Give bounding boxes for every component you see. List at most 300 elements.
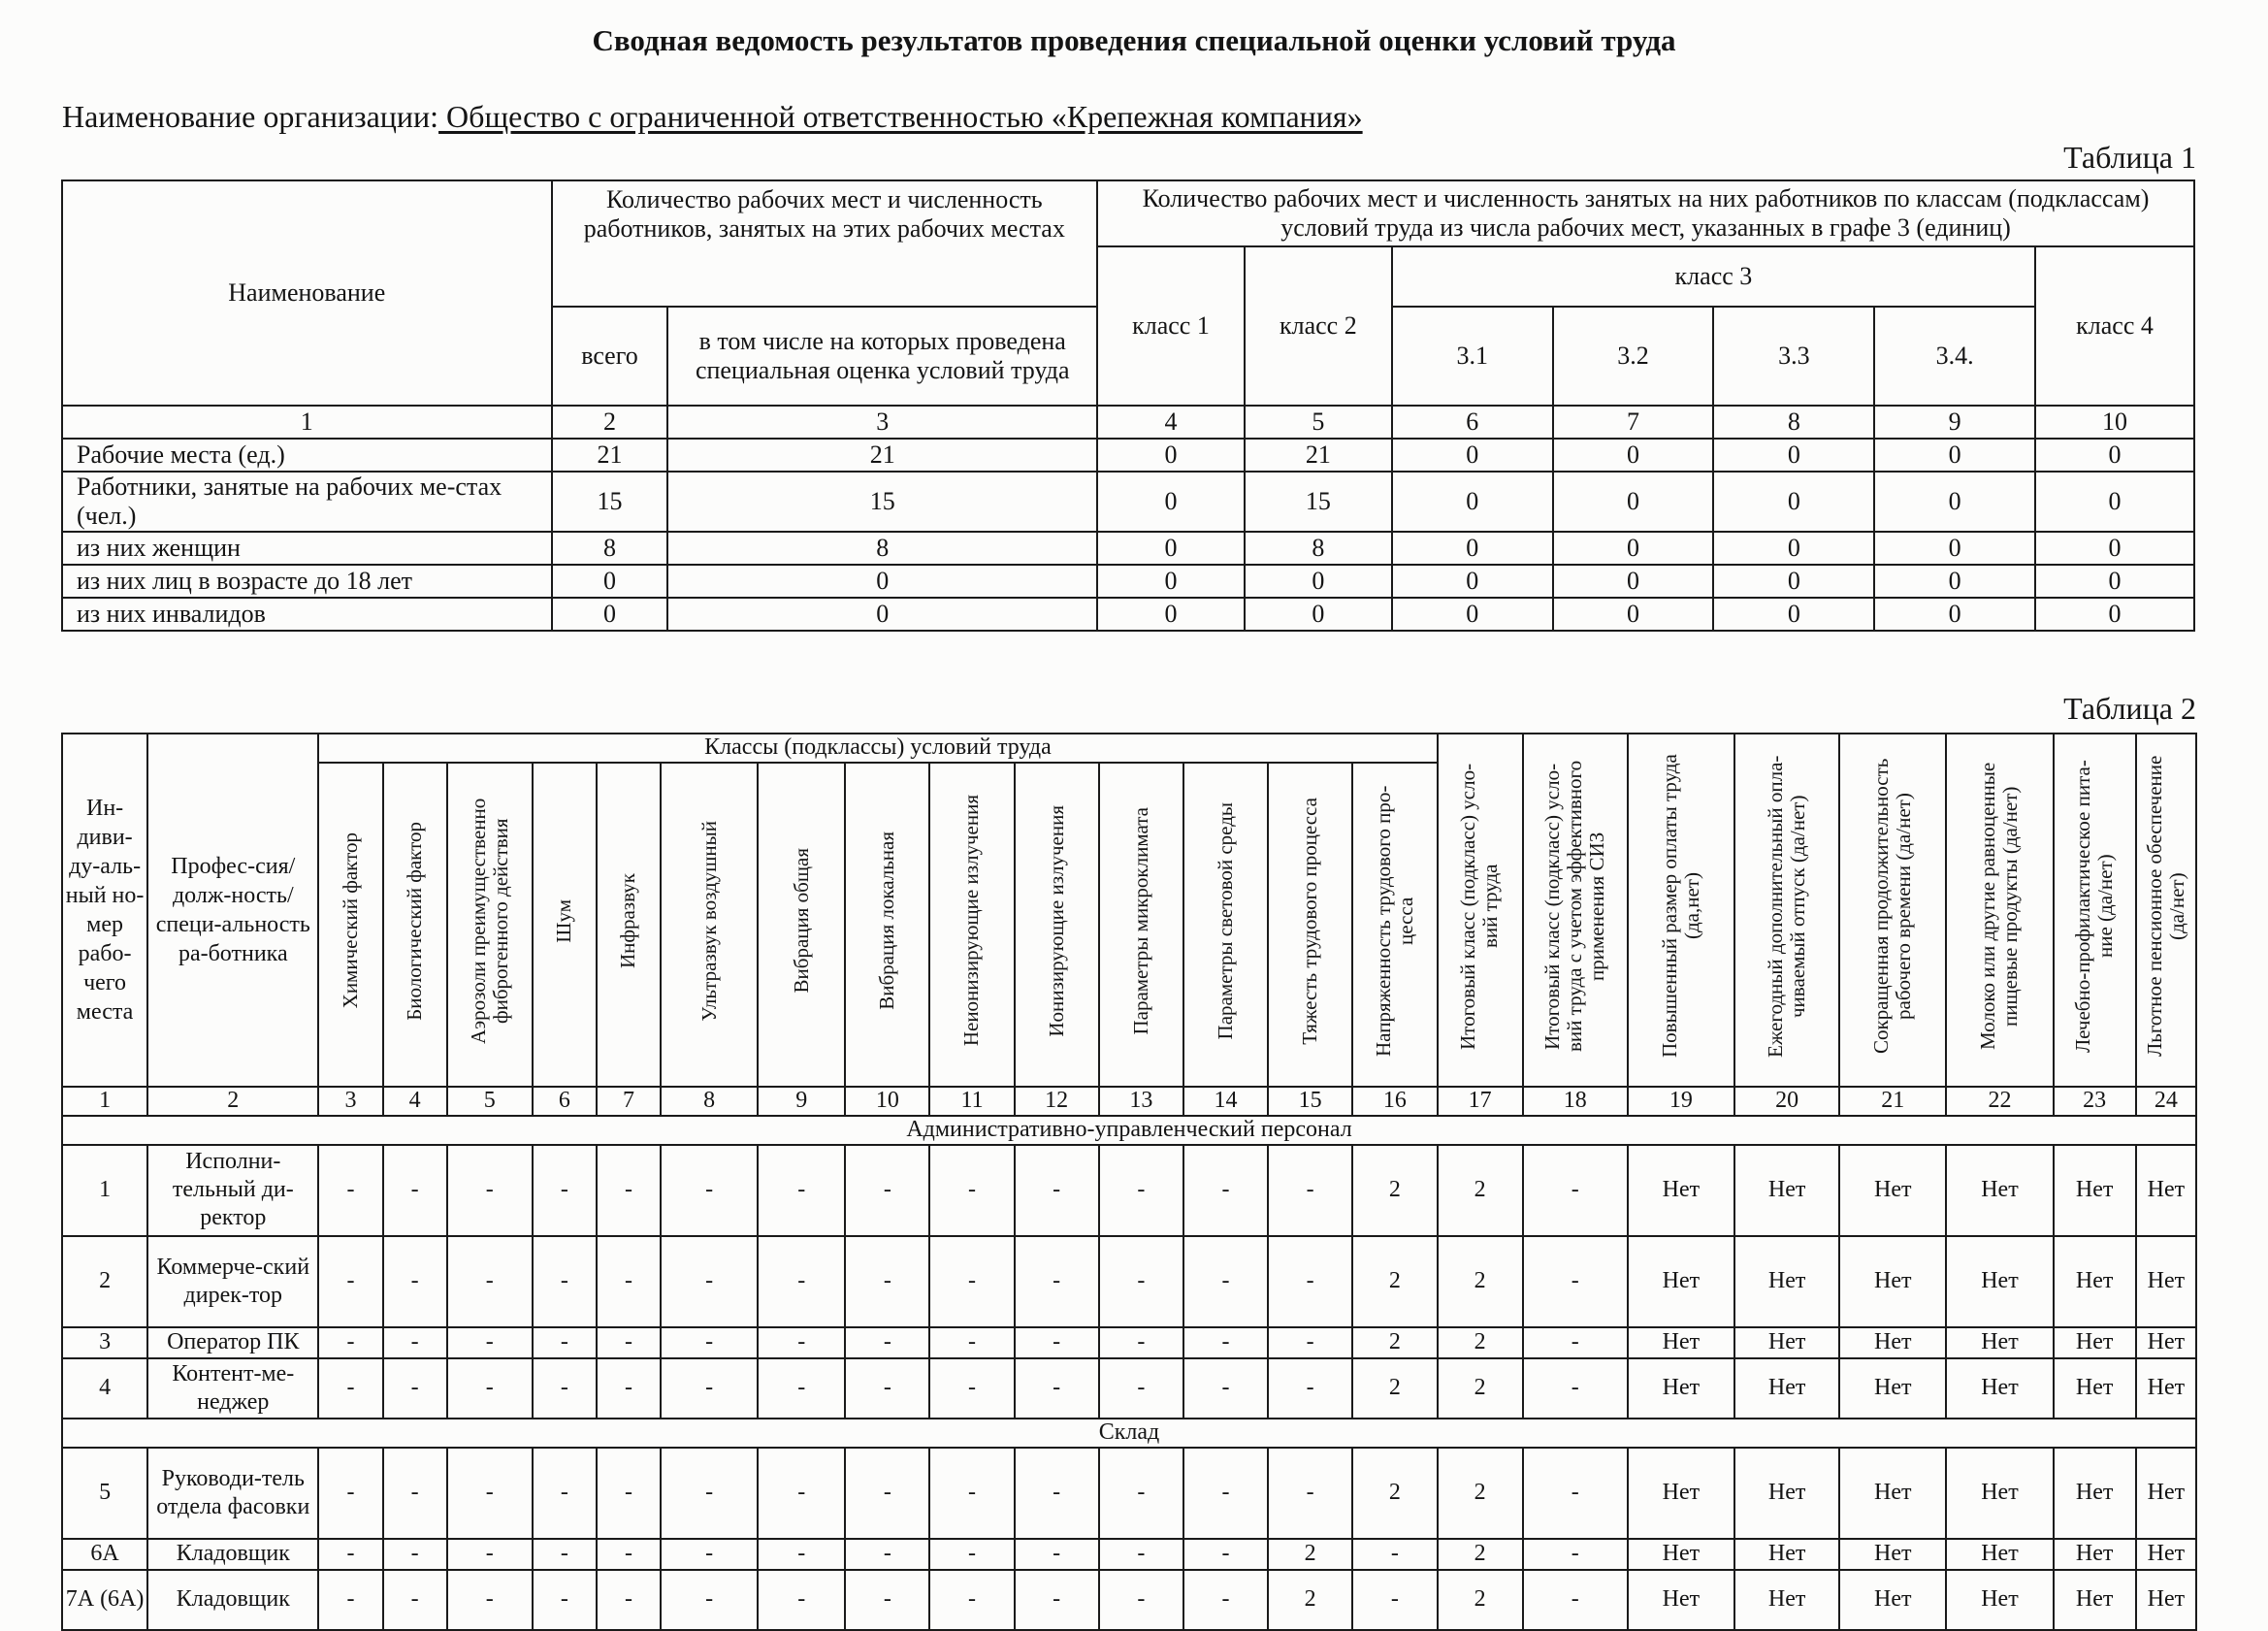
t2-header-prof: Профес-сия/долж-ность/специ-альность ра-ботника <box>147 734 318 1087</box>
t2-vheader <box>758 763 845 1087</box>
t2-col-number: 11 <box>929 1087 1014 1116</box>
t2-cell: - <box>383 1358 447 1419</box>
t2-col-number: 2 <box>147 1087 318 1116</box>
t1-col-number: 1 <box>62 406 552 439</box>
t1-cell: 0 <box>1553 598 1714 631</box>
t2-cell: - <box>758 1327 845 1358</box>
t2-cell: - <box>758 1236 845 1327</box>
t2-cell: - <box>318 1539 382 1570</box>
t2-cell: 2 <box>1438 1358 1523 1419</box>
t2-vheader-text: Ультразвук воздушный <box>697 820 721 1022</box>
t2-vheader-text: Инфразвук <box>616 872 640 969</box>
t2-vheader-text: Вибрация локальная <box>875 832 899 1010</box>
t2-cell: 2 <box>1352 1236 1437 1327</box>
t1-header-count: Количество рабочих мест и численность работников, занятых на этих рабочих местах <box>552 180 1098 307</box>
t2-cell: - <box>1523 1145 1628 1236</box>
t1-cell: 0 <box>1245 598 1392 631</box>
t2-vheader-text: Параметры микроклимата <box>1128 806 1152 1035</box>
t2-cell: Нет <box>1628 1358 1734 1419</box>
t2-vheader-text: Аэрозоли преимущественно фиброгенного действия <box>466 798 512 1044</box>
t1-row-label: из них инвалидов <box>62 598 552 631</box>
t2-cell: - <box>1268 1358 1352 1419</box>
t1-col-number: 8 <box>1713 406 1874 439</box>
t2-cell: - <box>447 1327 533 1358</box>
section-row <box>62 1419 2196 1448</box>
t2-cell: - <box>383 1539 447 1570</box>
t2-cell: 2 <box>1352 1327 1437 1358</box>
t2-cell: - <box>661 1358 758 1419</box>
t2-cell: - <box>318 1236 382 1327</box>
t2-cell: - <box>1523 1570 1628 1630</box>
organization-line <box>62 99 1363 135</box>
t2-vheader-text: Лечебно-профилактическое пита-ние (да/нет) <box>2071 760 2118 1053</box>
t2-cell: - <box>533 1327 597 1358</box>
t2-cell: Нет <box>2136 1448 2196 1539</box>
t2-cell: Нет <box>2054 1539 2136 1570</box>
t2-header-num: Ин-диви-ду-аль-ный но-мер рабо-чего места <box>62 734 147 1087</box>
t2-cell: Нет <box>2136 1236 2196 1327</box>
t2-vheader-text: Неионизирующие излучения <box>959 795 984 1047</box>
t2-vheader <box>383 763 447 1087</box>
t2-cell: - <box>447 1570 533 1630</box>
t1-col-number: 6 <box>1392 406 1553 439</box>
t1-row-label: Работники, занятые на рабочих ме-стах (чел.) <box>62 472 552 532</box>
t1-cell: 0 <box>1392 439 1553 472</box>
t2-col-number: 24 <box>2136 1087 2196 1116</box>
t2-cell: - <box>383 1570 447 1630</box>
t2-cell: - <box>845 1358 929 1419</box>
t1-header-3-4: 3.4. <box>1874 307 2035 406</box>
t2-col-number: 7 <box>597 1087 661 1116</box>
t2-cell: - <box>1523 1448 1628 1539</box>
t2-vheader-text: Биологический фактор <box>403 821 427 1021</box>
t2-col-number: 22 <box>1946 1087 2053 1116</box>
t1-cell: 0 <box>552 598 668 631</box>
t2-vheader <box>1015 763 1099 1087</box>
t2-cell: Нет <box>2054 1236 2136 1327</box>
t2-vheader <box>318 763 382 1087</box>
t2-cell: - <box>597 1327 661 1358</box>
t1-header-3-2: 3.2 <box>1553 307 1714 406</box>
t2-col-number: 12 <box>1015 1087 1099 1116</box>
t2-cell: - <box>1099 1570 1183 1630</box>
t2-cell: - <box>383 1448 447 1539</box>
t1-col-number: 4 <box>1097 406 1245 439</box>
t2-vheader <box>1523 734 1628 1087</box>
t2-cell: - <box>845 1539 929 1570</box>
t2-cell: - <box>318 1145 382 1236</box>
t2-cell: - <box>1523 1327 1628 1358</box>
t2-cell: 2 <box>1438 1448 1523 1539</box>
t2-workplace-number: 2 <box>62 1236 147 1327</box>
t2-cell: Нет <box>1946 1236 2053 1327</box>
t2-cell: - <box>1183 1358 1268 1419</box>
t2-cell: - <box>1268 1327 1352 1358</box>
t2-col-number: 19 <box>1628 1087 1734 1116</box>
t2-cell: Нет <box>1946 1570 2053 1630</box>
t1-row-label: из них женщин <box>62 532 552 565</box>
t2-cell: - <box>1268 1145 1352 1236</box>
t2-vheader <box>597 763 661 1087</box>
t2-cell: - <box>1015 1358 1099 1419</box>
t2-row <box>62 1327 2196 1358</box>
t2-row <box>62 1570 2196 1630</box>
section-admin: Административно-управленческий персонал <box>62 1116 2196 1145</box>
t1-row <box>62 472 2194 532</box>
t2-vheader <box>1839 734 1946 1087</box>
t2-cell: - <box>1352 1539 1437 1570</box>
t1-cell: 0 <box>2035 565 2194 598</box>
t2-cell: Нет <box>1839 1145 1946 1236</box>
t2-vheader-text: Тяжесть трудового процесса <box>1298 797 1322 1045</box>
t1-col-number: 3 <box>667 406 1097 439</box>
t2-cell: - <box>929 1570 1014 1630</box>
t1-cell: 0 <box>1713 472 1874 532</box>
t2-cell: 2 <box>1438 1327 1523 1358</box>
t2-cell: Нет <box>2136 1358 2196 1419</box>
t1-header-assessed: в том числе на которых проведена специальная оценка условий труда <box>667 307 1097 406</box>
t2-vheader <box>1352 763 1437 1087</box>
t2-vheader-text: Ионизирующие излучения <box>1044 804 1068 1037</box>
t2-col-number: 5 <box>447 1087 533 1116</box>
t1-cell: 0 <box>1713 439 1874 472</box>
t2-vheader-text: Итоговый класс (подкласс) усло-вий труда <box>1456 763 1503 1050</box>
summary-table <box>61 179 2195 632</box>
t1-row <box>62 439 2194 472</box>
t2-workplace-number: 6А <box>62 1539 147 1570</box>
t2-vheader-text: Итоговый класс (подкласс) усло-вий труда с учетом эффективного применения СИЗ <box>1540 760 1609 1053</box>
t2-cell: - <box>845 1448 929 1539</box>
t2-vheader-text: Напряженность трудового про-цесса <box>1371 785 1417 1057</box>
t2-cell: - <box>1352 1570 1437 1630</box>
t2-cell: - <box>1099 1236 1183 1327</box>
t2-header-classes: Классы (подклассы) условий труда <box>318 734 1437 763</box>
t2-cell: 2 <box>1352 1145 1437 1236</box>
t2-vheader <box>1268 763 1352 1087</box>
t2-cell: Нет <box>1628 1539 1734 1570</box>
t2-col-number: 23 <box>2054 1087 2136 1116</box>
t1-cell: 0 <box>1097 439 1245 472</box>
t1-cell: 21 <box>1245 439 1392 472</box>
t1-cell: 15 <box>552 472 668 532</box>
t1-cell: 8 <box>667 532 1097 565</box>
t2-vheader-text: Льготное пенсионное обеспечение (да/нет) <box>2142 755 2188 1058</box>
t2-profession: Руководи-тель отдела фасовки <box>147 1448 318 1539</box>
t2-cell: Нет <box>1839 1448 1946 1539</box>
t2-vheader-text: Повышенный размер оплаты труда (да,нет) <box>1657 754 1703 1059</box>
t2-vheader <box>447 763 533 1087</box>
t1-cell: 0 <box>2035 439 2194 472</box>
t1-cell: 0 <box>1553 439 1714 472</box>
t2-col-number: 3 <box>318 1087 382 1116</box>
t2-cell: - <box>1099 1145 1183 1236</box>
t2-row <box>62 1358 2196 1419</box>
t1-cell: 21 <box>667 439 1097 472</box>
organization-label: Наименование организации: <box>62 99 439 134</box>
t2-cell: - <box>1015 1539 1099 1570</box>
t2-cell: - <box>845 1236 929 1327</box>
t2-workplace-number: 5 <box>62 1448 147 1539</box>
t2-vheader <box>533 763 597 1087</box>
t2-cell: - <box>1183 1145 1268 1236</box>
t2-cell: Нет <box>2054 1448 2136 1539</box>
t2-col-number: 15 <box>1268 1087 1352 1116</box>
t1-header-name: Наименование <box>62 180 552 406</box>
t2-cell: - <box>597 1448 661 1539</box>
t2-cell: 2 <box>1268 1539 1352 1570</box>
organization-name: Общество с ограниченной ответственностью «Крепежная компания» <box>438 99 1363 134</box>
t2-cell: - <box>597 1145 661 1236</box>
t2-cell: - <box>318 1448 382 1539</box>
t2-vheader <box>2136 734 2196 1087</box>
t2-cell: Нет <box>1734 1327 1839 1358</box>
t2-cell: - <box>597 1570 661 1630</box>
t2-col-number: 13 <box>1099 1087 1183 1116</box>
t2-cell: - <box>1183 1236 1268 1327</box>
t2-col-number: 17 <box>1438 1087 1523 1116</box>
t2-cell: - <box>929 1327 1014 1358</box>
t2-row <box>62 1145 2196 1236</box>
t2-cell: Нет <box>1734 1358 1839 1419</box>
t2-cell: Нет <box>1946 1539 2053 1570</box>
t2-vheader-text: Параметры световой среды <box>1213 801 1237 1040</box>
t2-cell: Нет <box>1734 1145 1839 1236</box>
t1-cell: 0 <box>1097 472 1245 532</box>
t2-cell: - <box>758 1145 845 1236</box>
t2-cell: - <box>1523 1358 1628 1419</box>
t2-vheader <box>1628 734 1734 1087</box>
t2-vheader <box>1099 763 1183 1087</box>
t2-workplace-number: 3 <box>62 1327 147 1358</box>
t2-cell: - <box>447 1448 533 1539</box>
t2-workplace-number: 7А (6А) <box>62 1570 147 1630</box>
t2-col-number: 20 <box>1734 1087 1839 1116</box>
t2-workplace-number: 4 <box>62 1358 147 1419</box>
t1-cell: 0 <box>667 598 1097 631</box>
t2-vheader <box>929 763 1014 1087</box>
t2-profession: Коммерче-ский дирек-тор <box>147 1236 318 1327</box>
t2-cell: - <box>533 1358 597 1419</box>
t1-cell: 0 <box>667 565 1097 598</box>
t1-header-class2: класс 2 <box>1245 246 1392 406</box>
t2-cell: Нет <box>2054 1358 2136 1419</box>
t2-cell: 2 <box>1438 1236 1523 1327</box>
t2-cell: - <box>318 1570 382 1630</box>
t2-cell: Нет <box>1839 1570 1946 1630</box>
t2-col-number: 21 <box>1839 1087 1946 1116</box>
t1-cell: 0 <box>1553 472 1714 532</box>
t1-cell: 8 <box>1245 532 1392 565</box>
t1-cell: 0 <box>1553 532 1714 565</box>
t2-cell: - <box>929 1236 1014 1327</box>
t1-col-number: 2 <box>552 406 668 439</box>
t2-cell: - <box>597 1539 661 1570</box>
t2-cell: Нет <box>2136 1145 2196 1236</box>
t2-col-number: 10 <box>845 1087 929 1116</box>
t2-cell: - <box>1015 1570 1099 1630</box>
t2-cell: - <box>1268 1236 1352 1327</box>
t1-header-classes: Количество рабочих мест и численность занятых на них работников по классам (подклассам) условий труда из числа рабочих мест, указанных в графе 3 (единиц) <box>1097 180 2194 246</box>
t2-cell: Нет <box>1946 1145 2053 1236</box>
t1-cell: 0 <box>2035 472 2194 532</box>
t2-cell: - <box>447 1539 533 1570</box>
t2-row <box>62 1539 2196 1570</box>
t1-cell: 0 <box>1553 565 1714 598</box>
t2-profession: Кладовщик <box>147 1570 318 1630</box>
t1-cell: 0 <box>1874 565 2035 598</box>
t2-cell: - <box>1015 1145 1099 1236</box>
t2-cell: - <box>1099 1539 1183 1570</box>
t2-cell: - <box>383 1145 447 1236</box>
t2-cell: - <box>1268 1448 1352 1539</box>
t2-cell: - <box>845 1327 929 1358</box>
t2-vheader-text: Ежегодный дополнительный опла-чиваемый отпуск (да/нет) <box>1764 755 1810 1058</box>
t2-cell: - <box>447 1145 533 1236</box>
t2-cell: - <box>1099 1358 1183 1419</box>
t2-profession: Кладовщик <box>147 1539 318 1570</box>
t1-header-3-1: 3.1 <box>1392 307 1553 406</box>
t2-cell: - <box>661 1570 758 1630</box>
t1-row <box>62 565 2194 598</box>
t2-cell: - <box>1015 1327 1099 1358</box>
t1-row-label: из них лиц в возрасте до 18 лет <box>62 565 552 598</box>
t2-profession: Оператор ПК <box>147 1327 318 1358</box>
t2-cell: - <box>929 1358 1014 1419</box>
t2-cell: - <box>1099 1327 1183 1358</box>
t2-cell: Нет <box>1839 1327 1946 1358</box>
t1-cell: 0 <box>1874 472 2035 532</box>
t1-cell: 15 <box>1245 472 1392 532</box>
t1-header-class3: класс 3 <box>1392 246 2035 307</box>
t2-cell: - <box>447 1236 533 1327</box>
t1-cell: 0 <box>2035 598 2194 631</box>
t2-cell: - <box>1015 1448 1099 1539</box>
t2-cell: Нет <box>1628 1448 1734 1539</box>
t2-cell: Нет <box>1946 1358 2053 1419</box>
t2-cell: - <box>1183 1327 1268 1358</box>
t2-cell: - <box>318 1327 382 1358</box>
t1-header-class4: класс 4 <box>2035 246 2194 406</box>
t2-cell: - <box>661 1539 758 1570</box>
table1-caption: Таблица 1 <box>2063 140 2196 175</box>
t2-cell: Нет <box>2054 1570 2136 1630</box>
t2-cell: 2 <box>1352 1358 1437 1419</box>
t1-cell: 0 <box>2035 532 2194 565</box>
t1-col-number: 7 <box>1553 406 1714 439</box>
t2-cell: 2 <box>1268 1570 1352 1630</box>
t1-cell: 21 <box>552 439 668 472</box>
t1-row <box>62 532 2194 565</box>
t2-cell: Нет <box>2054 1327 2136 1358</box>
t2-vheader <box>1438 734 1523 1087</box>
t2-cell: - <box>533 1236 597 1327</box>
t1-cell: 8 <box>552 532 668 565</box>
t2-cell: - <box>758 1539 845 1570</box>
t2-vheader-text: Шум <box>552 898 576 943</box>
t2-cell: - <box>758 1570 845 1630</box>
t1-col-number: 10 <box>2035 406 2194 439</box>
t2-vheader <box>2054 734 2136 1087</box>
t2-cell: - <box>929 1539 1014 1570</box>
t1-cell: 0 <box>1097 598 1245 631</box>
t2-cell: - <box>1183 1539 1268 1570</box>
t2-cell: - <box>318 1358 382 1419</box>
t1-cell: 0 <box>1874 532 2035 565</box>
t2-cell: - <box>597 1236 661 1327</box>
t1-cell: 0 <box>1097 565 1245 598</box>
t2-cell: - <box>661 1327 758 1358</box>
t1-cell: 0 <box>1245 565 1392 598</box>
workplaces-table <box>61 733 2197 1631</box>
t2-cell: Нет <box>1734 1236 1839 1327</box>
t2-vheader <box>1734 734 1839 1087</box>
table2-caption: Таблица 2 <box>2063 691 2196 726</box>
t1-cell: 0 <box>1713 565 1874 598</box>
t2-cell: - <box>533 1570 597 1630</box>
t2-vheader <box>1183 763 1268 1087</box>
t2-cell: - <box>661 1448 758 1539</box>
t2-cell: - <box>929 1448 1014 1539</box>
t1-header-class1: класс 1 <box>1097 246 1245 406</box>
t1-cell: 0 <box>1874 439 2035 472</box>
t2-cell: - <box>1523 1236 1628 1327</box>
t2-vheader <box>845 763 929 1087</box>
t2-cell: - <box>758 1358 845 1419</box>
t2-column-numbers <box>62 1087 2196 1116</box>
t2-vheader-text: Молоко или другие равноценные пищевые продукты (да/нет) <box>1976 762 2023 1051</box>
t2-cell: - <box>1015 1236 1099 1327</box>
t1-cell: 0 <box>1713 532 1874 565</box>
section-row <box>62 1116 2196 1145</box>
t2-cell: Нет <box>1734 1570 1839 1630</box>
t2-vheader-text: Вибрация общая <box>789 848 813 994</box>
t2-cell: - <box>1183 1448 1268 1539</box>
t2-cell: - <box>533 1448 597 1539</box>
t2-cell: - <box>1523 1539 1628 1570</box>
t1-column-numbers <box>62 406 2194 439</box>
document-title: Сводная ведомость результатов проведения специальной оценки условий труда <box>592 23 1676 57</box>
t1-col-number: 5 <box>1245 406 1392 439</box>
t2-cell: Нет <box>1628 1236 1734 1327</box>
t2-cell: - <box>845 1570 929 1630</box>
t2-cell: Нет <box>1946 1327 2053 1358</box>
t2-cell: 2 <box>1438 1539 1523 1570</box>
t2-cell: Нет <box>1628 1145 1734 1236</box>
t2-workplace-number: 1 <box>62 1145 147 1236</box>
t2-vheader <box>1946 734 2053 1087</box>
t1-cell: 0 <box>1713 598 1874 631</box>
t1-cell: 0 <box>1392 472 1553 532</box>
t2-col-number: 4 <box>383 1087 447 1116</box>
t2-cell: 2 <box>1438 1145 1523 1236</box>
t2-cell: Нет <box>1734 1448 1839 1539</box>
t1-cell: 15 <box>667 472 1097 532</box>
t2-col-number: 8 <box>661 1087 758 1116</box>
t1-cell: 0 <box>1392 565 1553 598</box>
t2-row <box>62 1448 2196 1539</box>
t2-cell: Нет <box>2136 1327 2196 1358</box>
section-warehouse: Склад <box>62 1419 2196 1448</box>
t2-cell: Нет <box>1628 1327 1734 1358</box>
t2-profession: Исполни-тельный ди-ректор <box>147 1145 318 1236</box>
t2-row <box>62 1236 2196 1327</box>
t2-vheader <box>661 763 758 1087</box>
t2-cell: - <box>1183 1570 1268 1630</box>
t2-col-number: 9 <box>758 1087 845 1116</box>
t2-profession: Контент-ме-неджер <box>147 1358 318 1419</box>
t2-cell: Нет <box>2136 1539 2196 1570</box>
t2-cell: Нет <box>2054 1145 2136 1236</box>
